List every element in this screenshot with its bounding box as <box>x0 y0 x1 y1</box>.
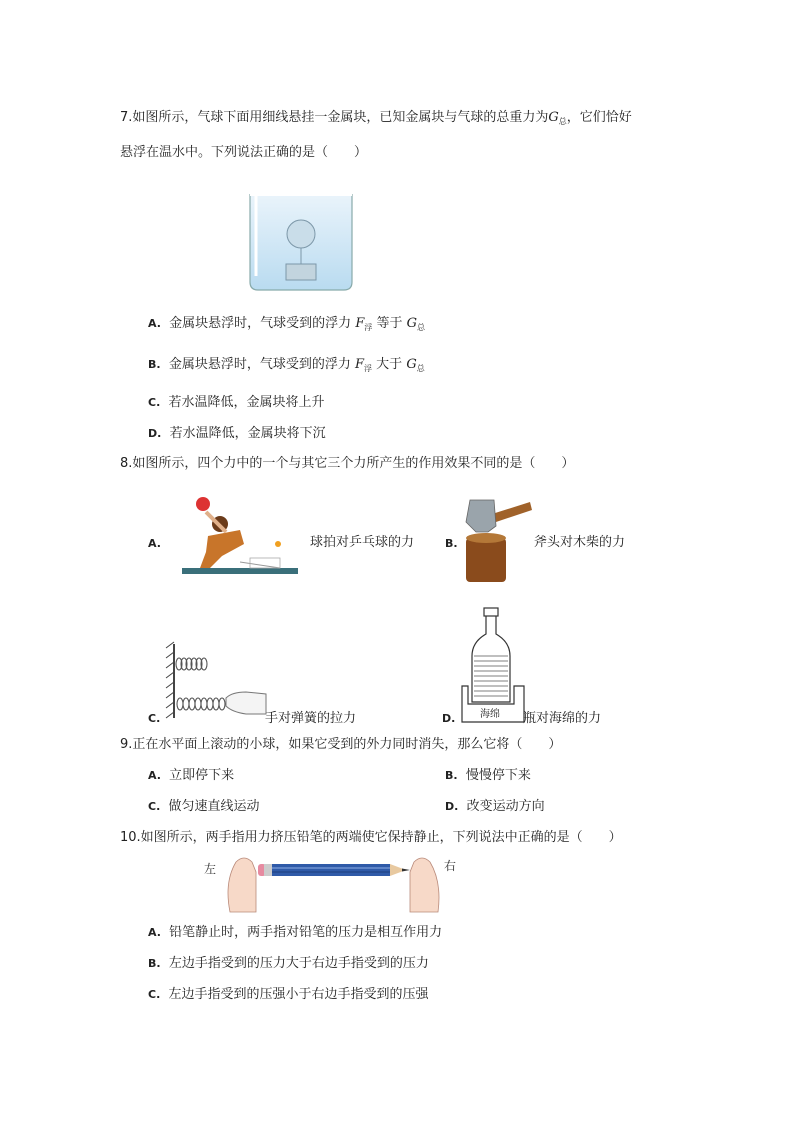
q8-option-d-letter[interactable]: D. <box>442 712 456 725</box>
balloon <box>287 220 315 248</box>
q7-stem-line2: 悬浮在温水中。下列说法正确的是（ ） <box>120 145 368 160</box>
right-label: 右 <box>444 859 457 873</box>
q9-option-d[interactable]: D. 改变运动方向 <box>445 799 545 814</box>
table-tennis-figure <box>180 492 300 582</box>
q8-option-b-letter[interactable]: B. <box>445 537 458 550</box>
q9-stem: 9.正在水平面上滚动的小球，如果它受到的外力同时消失，那么它将（ ） <box>120 737 562 752</box>
q10-option-a[interactable]: A. 铅笔静止时，两手指对铅笔的压力是相互作用力 <box>148 925 443 940</box>
q7-option-a[interactable]: A. 金属块悬浮时，气球受到的浮力 $F_浮$ 等于 $G_总$ <box>148 316 426 332</box>
g-total-symbol: $G_总$ <box>548 110 567 126</box>
ping-pong-ball <box>275 541 281 547</box>
axe-wood-figure <box>462 496 534 586</box>
q8-option-b-text: 斧头对木柴的力 <box>534 535 626 550</box>
q8-option-c-text: 手对弹簧的拉力 <box>265 711 357 726</box>
q9-option-c[interactable]: C. 做匀速直线运动 <box>148 799 260 814</box>
metal-block <box>286 264 316 280</box>
beaker-figure <box>246 186 356 294</box>
pencil-fingers-figure <box>200 852 465 914</box>
sponge-label: 海绵 <box>480 709 500 720</box>
q10-stem: 10.如图所示，两手指用力挤压铅笔的两端使它保持静止，下列说法中正确的是（ ） <box>120 830 622 845</box>
q7-option-b[interactable]: B. 金属块悬浮时，气球受到的浮力 $F_浮$ 大于 $G_总$ <box>148 357 425 373</box>
paddle <box>196 497 210 511</box>
q8-option-d-text: 瓶对海绵的力 <box>523 711 602 726</box>
q10-option-b[interactable]: B. 左边手指受到的压力大于右边手指受到的压力 <box>148 956 429 971</box>
q7-stem-line1: 7.如图所示，气球下面用细线悬挂一金属块，已知金属块与气球的总重力为$G_总$，它们恰好 <box>120 110 632 126</box>
q9-option-b[interactable]: B. 慢慢停下来 <box>445 768 531 783</box>
pencil-body <box>272 864 390 876</box>
q10-option-c[interactable]: C. 左边手指受到的压强小于右边手指受到的压强 <box>148 987 429 1002</box>
left-label: 左 <box>204 862 217 876</box>
q8-option-a-text: 球拍对乒乓球的力 <box>310 535 415 550</box>
q8-option-a-letter[interactable]: A. <box>148 537 161 550</box>
q8-stem: 8.如图所示，四个力中的一个与其它三个力所产生的作用效果不同的是（ ） <box>120 456 575 471</box>
spring-hand-figure <box>162 640 268 722</box>
q8-option-c-letter[interactable]: C. <box>148 712 161 725</box>
q7-option-c[interactable]: C. 若水温降低，金属块将上升 <box>148 395 325 410</box>
wood-log <box>466 538 506 582</box>
q9-option-a[interactable]: A. 立即停下来 <box>148 768 235 783</box>
q7-option-d[interactable]: D. 若水温降低，金属块将下沉 <box>148 426 326 441</box>
bottle-sponge-figure <box>458 606 528 724</box>
